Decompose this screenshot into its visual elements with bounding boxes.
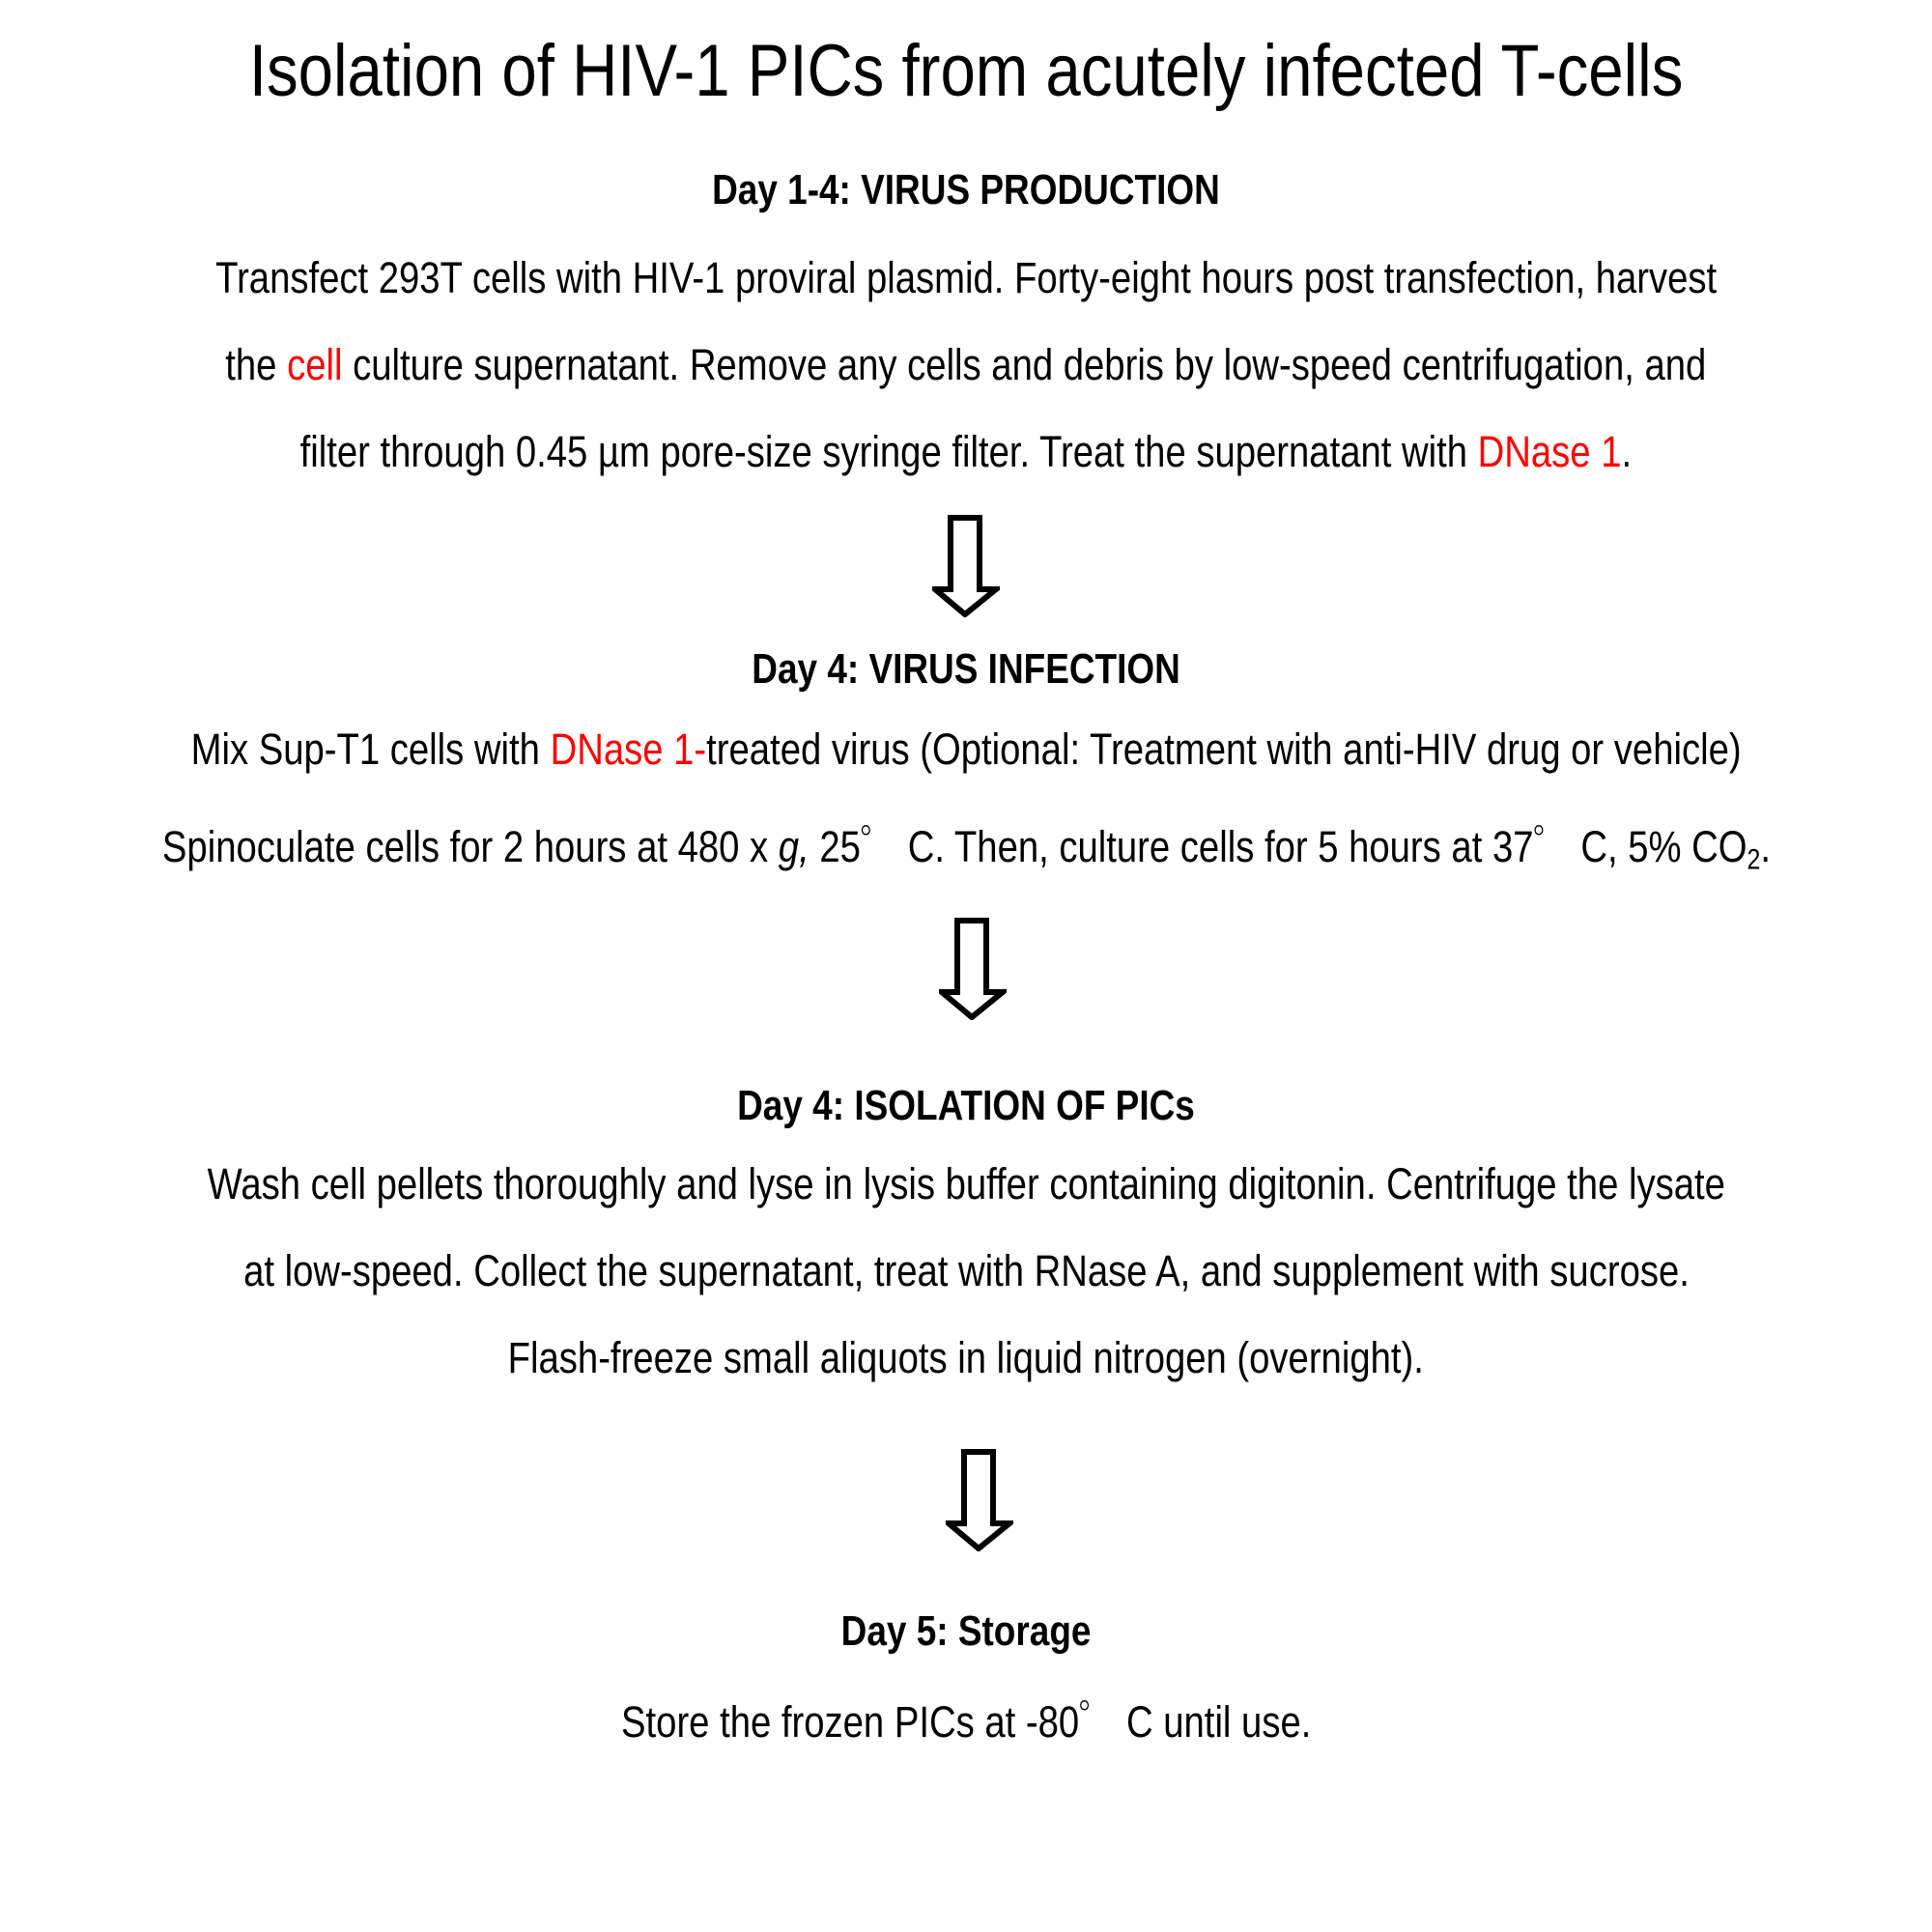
highlighted-term: cell	[287, 340, 343, 389]
down-arrow-icon	[939, 918, 1007, 1020]
text-span: Spinoculate cells for 2 hours at 480 x	[161, 822, 779, 871]
step-text-line	[0, 253, 1932, 303]
step-heading-text: Day 4: VIRUS INFECTION	[752, 645, 1180, 693]
italic-g: g,	[778, 822, 810, 871]
text-span: filter through 0.45 µm pore-size syringe filter. Treat the supernatant with	[299, 427, 1478, 476]
page-title	[0, 29, 1932, 113]
step-heading-text: Day 4: ISOLATION OF PICs	[737, 1082, 1195, 1129]
step-heading-virus-infection	[0, 645, 1932, 694]
down-arrow-icon	[946, 1449, 1013, 1551]
highlighted-term: DNase 1-	[550, 724, 707, 774]
text-span: 25゜ C. Then, culture cells for 5 hours at 37゜ C, 5% CO	[809, 822, 1747, 871]
text-span: Store the frozen PICs at -80゜ C until use.	[620, 1697, 1312, 1747]
page-title-text: Isolation of HIV-1 PICs from acutely infected T-cells	[248, 30, 1684, 112]
text-span: .	[1759, 822, 1771, 871]
text-span: at low-speed. Collect the supernatant, treat with RNase A, and supplement with sucrose.	[242, 1246, 1690, 1295]
text-span: the	[225, 340, 288, 389]
step-text-line	[0, 1687, 1932, 1749]
text-span: Transfect 293T cells with HIV-1 proviral plasmid. Forty-eight hours post transfection, harvest	[214, 253, 1718, 302]
step-text-line	[0, 1159, 1932, 1209]
step-text-line	[0, 1333, 1932, 1383]
text-span: treated virus (Optional: Treatment with anti-HIV drug or vehicle)	[706, 724, 1742, 774]
step-heading-text: Day 5: Storage	[840, 1607, 1092, 1655]
step-text-line	[0, 811, 1932, 874]
step-text-line	[0, 340, 1932, 390]
subscript: 2	[1747, 844, 1760, 876]
step-heading-storage	[0, 1607, 1932, 1656]
text-span: Wash cell pellets thoroughly and lyse in lysis buffer containing digitonin. Centrifuge the lysate	[207, 1159, 1725, 1208]
text-span: Flash-freeze small aliquots in liquid nitrogen (overnight).	[507, 1333, 1425, 1382]
step-heading-virus-production	[0, 166, 1932, 214]
highlighted-term: DNase 1	[1477, 427, 1622, 476]
step-text-line	[0, 427, 1932, 477]
step-text-line	[0, 1246, 1932, 1296]
step-heading-isolation	[0, 1082, 1932, 1130]
text-span: culture supernatant. Remove any cells and debris by low-speed centrifugation, and	[342, 340, 1707, 389]
text-span: .	[1621, 427, 1633, 476]
step-text-line	[0, 724, 1932, 775]
step-heading-text: Day 1-4: VIRUS PRODUCTION	[712, 166, 1220, 213]
down-arrow-icon	[932, 515, 1000, 617]
text-span: Mix Sup-T1 cells with	[190, 724, 551, 774]
